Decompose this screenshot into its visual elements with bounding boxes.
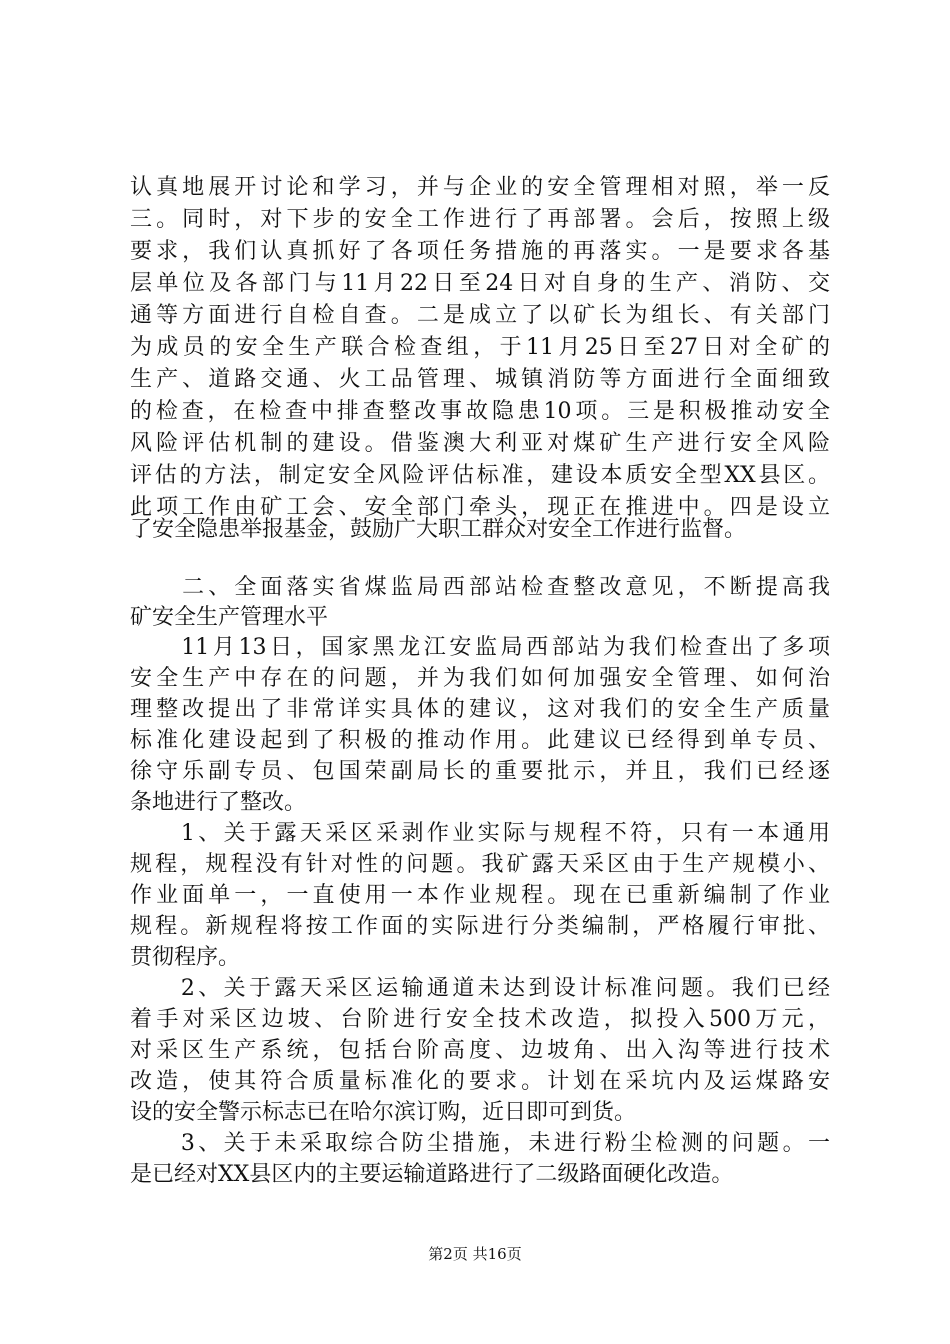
paragraph-line: 评估的方法，制定安全风险评估标准，建设本质安全型XX县区。 (130, 463, 830, 488)
paragraph-line: 作业面单一，一直使用一本作业规程。现在已重新编制了作业 (130, 883, 830, 908)
paragraph-line: 3、关于未采取综合防尘措施，未进行粉尘检测的问题。一 (130, 1131, 830, 1156)
paragraph-line: 是已经对XX县区内的主要运输道路进行了二级路面硬化改造。 (130, 1162, 734, 1187)
paragraph-line: 对采区生产系统，包括台阶高度、边坡角、出入沟等进行技术 (130, 1038, 830, 1063)
paragraph-line: 理整改提出了非常详实具体的建议，这对我们的安全生产质量 (130, 697, 830, 722)
paragraph-line: 要求，我们认真抓好了各项任务措施的再落实。一是要求各基 (130, 239, 830, 264)
paragraph-line: 条地进行了整改。 (130, 790, 307, 815)
paragraph-line: 着手对采区边坡、台阶进行安全技术改造，拟投入500万元， (130, 1007, 830, 1032)
paragraph-line: 认真地展开讨论和学习，并与企业的安全管理相对照，举一反 (130, 175, 830, 200)
paragraph-line: 1、关于露天采区采剥作业实际与规程不符，只有一本通用 (130, 821, 830, 846)
paragraph-line: 徐守乐副专员、包国荣副局长的重要批示，并且，我们已经逐 (130, 759, 830, 784)
paragraph-line: 11月13日，国家黑龙江安监局西部站为我们检查出了多项 (130, 635, 830, 660)
paragraph-line: 通等方面进行自检自查。二是成立了以矿长为组长、有关部门 (130, 303, 830, 328)
paragraph-line: 规程，规程没有针对性的问题。我矿露天采区由于生产规模小、 (130, 852, 830, 877)
paragraph-line: 此项工作由矿工会、安全部门牵头，现正在推进中。四是设立 (130, 495, 830, 520)
paragraph-line: 层单位及各部门与11月22日至24日对自身的生产、消防、交 (130, 271, 830, 296)
paragraph-line: 的检查，在检查中排查整改事故隐患10项。三是积极推动安全 (130, 399, 830, 424)
page-number-footer: 第2页 共16页 (428, 1245, 522, 1263)
paragraph-line: 三。同时，对下步的安全工作进行了再部署。会后，按照上级 (130, 207, 830, 232)
paragraph-line: 生产、道路交通、火工品管理、城镇消防等方面进行全面细致 (130, 367, 830, 392)
section-heading-line: 二、全面落实省煤监局西部站检查整改意见，不断提高我 (130, 575, 830, 600)
paragraph-line: 改造，使其符合质量标准化的要求。计划在采坑内及运煤路安 (130, 1069, 830, 1094)
paragraph-line: 2、关于露天采区运输通道未达到设计标准问题。我们已经 (130, 976, 830, 1001)
paragraph-line: 标准化建设起到了积极的推动作用。此建议已经得到单专员、 (130, 728, 830, 753)
paragraph-line: 了安全隐患举报基金，鼓励广大职工群众对安全工作进行监督。 (130, 517, 747, 542)
paragraph-line: 贯彻程序。 (130, 945, 241, 970)
paragraph-line: 风险评估机制的建设。借鉴澳大利亚对煤矿生产进行安全风险 (130, 431, 830, 456)
section-heading-line: 矿安全生产管理水平 (130, 605, 329, 630)
paragraph-line: 安全生产中存在的问题，并为我们如何加强安全管理、如何治 (130, 666, 830, 691)
paragraph-line: 设的安全警示标志已在哈尔滨订购，近日即可到货。 (130, 1100, 637, 1125)
paragraph-line: 为成员的安全生产联合检查组，于11月25日至27日对全矿的 (130, 335, 830, 360)
paragraph-line: 规程。新规程将按工作面的实际进行分类编制，严格履行审批、 (130, 914, 830, 939)
